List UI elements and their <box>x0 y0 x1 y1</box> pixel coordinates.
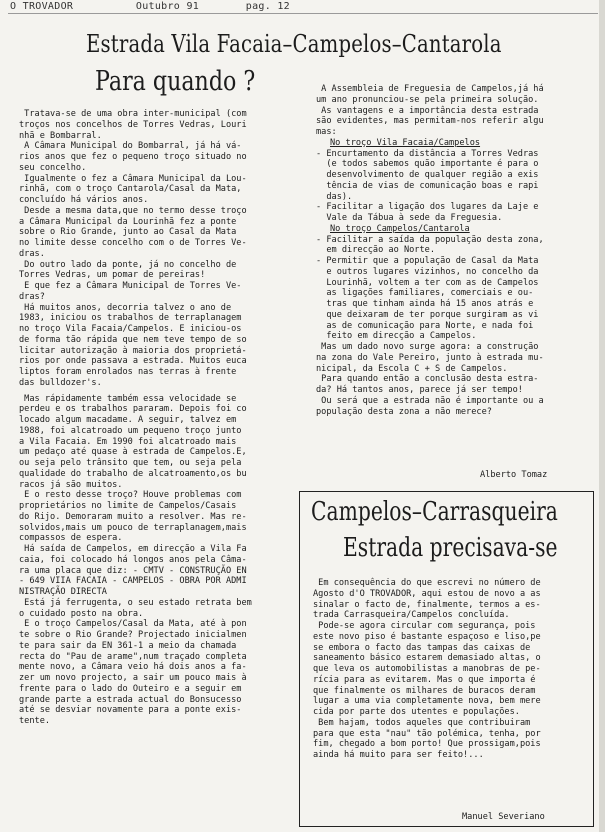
text-line: dras. <box>19 248 45 259</box>
text-line: rícia para as evitarem. Mas o que importa é <box>313 674 536 685</box>
text-line: tente. <box>19 716 51 726</box>
text-line: feito em direcção a Campelos. <box>316 331 477 342</box>
text-line: seu concelho. <box>19 162 87 173</box>
text-line: Bem hajam, todos aqueles que contribuiram <box>313 717 531 728</box>
article-title: Estrada Vila Facaia–Campelos–Cantarola <box>86 30 502 58</box>
text-line: - Permitir que a população de Casal da Mata <box>316 256 539 266</box>
text-line: Lourinhã, voltem a ter com as de Campelos <box>316 277 539 288</box>
text-line: - Facilitar a saída da população desta zona, <box>316 234 544 245</box>
text-line: saneamento básico estarem demasiado altas, o <box>313 653 541 664</box>
text-line: um ano pronunciou-se pela primeira solução. <box>316 94 539 105</box>
text-line: troços nos concelhos de Torres Vedras, Louri <box>19 119 247 130</box>
text-line: Mas um dado novo surge agora: a construção <box>316 342 539 352</box>
text-line: caia, foi colocado há longos anos pela Câma- <box>19 554 247 565</box>
text-line: rinhã, com o troço Cantarola/Casal da Mata, <box>19 184 242 195</box>
text-line: da? Há tantos anos, parece já ser tempo! <box>316 385 523 395</box>
text-line: do Rijo. Demoraram muito a resolver. Mas re- <box>19 511 247 522</box>
text-line: Desde a mesma data,que no termo desse troço <box>19 205 247 216</box>
text-line: ou seja pelo trânsito que tem, ou seja pela <box>19 458 242 468</box>
text-line: - 649 VIIA FACAIA - CAMPELOS - OBRA POR ADMI <box>19 576 247 587</box>
boxed-article-signature: Manuel Severiano <box>462 812 545 822</box>
text-line: nhã e Bombarral. <box>19 130 102 141</box>
text-line: as de comunicação para Norte, e nada foi <box>316 320 534 331</box>
text-line: concluído há vários anos. <box>19 195 149 205</box>
article-signature: Alberto Tomaz <box>480 470 548 480</box>
text-line: frente para o lado do Outeiro e a seguir em <box>19 683 242 694</box>
text-line: população desta zona a não merece? <box>316 406 492 417</box>
text-line: ra uma placa que diz: - CMTV - CONSTRUÇÃO EN <box>19 565 247 576</box>
text-line: mas: <box>316 127 337 137</box>
text-line: Ou será que a estrada não é importante ou a <box>316 395 544 406</box>
text-line: que leva os automobilistas a manobras de pe- <box>313 664 541 674</box>
text-line: Pode-se agora circular com segurança, pois <box>313 621 536 631</box>
text-line: no limite desse concelho com o de Torres Ve- <box>19 238 247 248</box>
text-line: Vale da Tábua à sede da Freguesia. <box>316 213 503 223</box>
text-line: das bulldozer's. <box>19 377 102 388</box>
text-line: ainda há muito para ser feito!... <box>313 750 484 760</box>
text-line: a Câmara Municipal da Lourinhã fez a ponte <box>19 216 237 227</box>
text-line: sinalar o facto de, finalmente, termos a es- <box>313 599 541 610</box>
article-column-right <box>316 84 594 417</box>
text-line: lugar a uma via completamente nova, bem mere <box>313 696 541 707</box>
text-line: recta do "Pau de arame",num traçado completa <box>19 651 247 662</box>
text-line: - Facilitar a ligação dos lugares da Laje e <box>316 202 539 213</box>
text-line: desenvolvimento de qualquer região a exis <box>316 170 539 180</box>
publication-name: O TROVADOR <box>10 1 74 12</box>
text-line: trada Carrasqueira/Campelos concluída. <box>313 610 510 621</box>
text-line: em direcção ao Norte. <box>316 245 435 256</box>
text-line: liptos foram enrolados nas terras à frente <box>19 367 237 377</box>
text-line: este novo piso é bastante espaçoso e liso,pe <box>313 631 541 642</box>
page-number: pag. 12 <box>245 1 290 12</box>
text-line: zer um novo projecto, a sair um pouco mais à <box>19 673 247 683</box>
text-line: se embora o facto das tampas das caixas de <box>313 642 531 653</box>
text-line: nicipal, da Escola C + S de Campelos. <box>316 363 508 374</box>
text-line: Do outro lado da ponte, já no concelho de <box>19 259 237 270</box>
boxed-article-subtitle: Estrada precisava-se <box>343 533 558 563</box>
text-line: Torres Vedras, um pomar de pereiras! <box>19 270 206 281</box>
text-line: fim, chegado a bom porto! Que prossigam,pois <box>313 739 541 750</box>
text-line: das). <box>316 191 353 202</box>
text-line: E o resto desse troço? Houve problemas com <box>19 490 242 501</box>
text-line: compassos de espera. <box>19 533 123 544</box>
text-line: o cuidado posto na obra. <box>19 608 144 619</box>
text-line: mente novo, a Câmara veio há dois anos a fa- <box>19 662 247 673</box>
text-line: para que esta "nau" tão polémica, tenha, por <box>313 728 541 739</box>
issue-date: Outubro 91 <box>135 1 200 12</box>
text-line: grande parte a estrada actual do Bonsucesso <box>19 694 242 705</box>
text-line: A Assembleia de Freguesia de Campelos,já há <box>316 84 544 94</box>
text-line: são evidentes, mas permitam-nos referir algu <box>316 116 544 127</box>
section-subheading: No troço Vila Facaia/Campelos <box>330 137 481 148</box>
text-line: 1988, foi alcatroado um pequeno troço junto <box>19 425 242 436</box>
text-line: que finalmente os milhares de buracos deram <box>313 685 536 696</box>
text-line: solvidos,mais um pouco de terraplanagem,mais <box>19 522 247 533</box>
text-line: na zona do Vale Pereiro, junto à estrada mu- <box>316 352 544 363</box>
boxed-article-body <box>313 578 591 761</box>
text-line: e outros lugares vizinhos, no concelho da <box>316 266 539 277</box>
text-line: que deixaram de ter porque surgiram as vi <box>316 309 539 320</box>
text-line: Está já ferrugenta, o seu estado retrata bem <box>19 597 252 608</box>
text-line: NISTRAÇÃO DIRECTA <box>19 587 107 597</box>
text-line: te para sair da EN 361-1 a meio da chamada <box>19 640 237 651</box>
text-line: tência de vias de comunicação boas e rapi <box>316 180 539 191</box>
text-line: Em consequência do que escrevi no número de <box>313 578 541 588</box>
text-line: licitar autorização à maioria dos proprietá- <box>19 345 247 356</box>
text-line: E o troço Campelos/Casal da Mata, até à pon <box>19 619 247 630</box>
text-line: racos já são muitos. <box>19 479 123 490</box>
text-line: Tratava-se de uma obra inter-municipal (com <box>19 109 247 119</box>
text-line: proprietários no limite de Campelos/Casais <box>19 501 237 511</box>
text-line: A Câmara Municipal do Bombarral, já há vá- <box>19 141 242 152</box>
article-subtitle: Para quando ? <box>95 66 256 97</box>
text-line: perdeu e os trabalhos pararam. Depois foi co <box>19 404 247 415</box>
text-line: rios anos que fez o pequeno troço situado no <box>19 152 247 162</box>
text-line: no troço Vila Facaia/Campelos. E iniciou-os <box>19 324 242 334</box>
text-line: Agosto d'O TROVADOR, aqui estou de novo a as <box>313 588 541 599</box>
text-line: Mas rápidamente também essa velocidade se <box>19 393 237 404</box>
text-line: Há saída de Campelos, em direcção a Vila Fa <box>19 544 247 554</box>
text-line: Para quando então a conclusão desta estra- <box>316 374 539 385</box>
text-line: rios por onde passava a estrada. Muitos euca <box>19 356 247 367</box>
text-line: As vantagens e a importância desta estrada <box>316 105 539 116</box>
text-line: Igualmente o fez a Câmara Municipal da Lou- <box>19 173 247 184</box>
text-line: locado algum macadame. A seguir, talvez em <box>19 415 237 425</box>
text-line: até se desviar novamente para a ponte exis- <box>19 705 242 716</box>
text-line: de forma tão rápida que nem teve tempo de so <box>19 334 247 345</box>
text-line: as ligações familiares, comerciais e ou- <box>316 288 534 299</box>
text-line: - Encurtamento da distância a Torres Vedras <box>316 148 539 159</box>
text-line: cida por parte dos utentes e populações. <box>313 707 520 717</box>
text-line: sobre o Rio Grande, junto ao Casal da Mata <box>19 227 237 238</box>
text-line: tras que tinham ainda há 15 anos atrás e <box>316 299 534 309</box>
text-line: dras? <box>19 291 45 302</box>
page-edge-shadow <box>599 0 605 832</box>
text-line: te sobre o Rio Grande? Projectado inicialmen <box>19 630 247 640</box>
section-subheading: No troço Campelos/Cantarola <box>330 223 470 234</box>
header-rule <box>8 13 598 14</box>
article-column-left <box>19 109 309 727</box>
text-line: um pedaço até quase à estrada de Campelos.E, <box>19 447 247 458</box>
text-line: 1983, iniciou os trabalhos de terraplanagem <box>19 313 242 324</box>
text-line: (e todos sabemos quão importante é para o <box>316 159 539 170</box>
boxed-article-title: Campelos–Carrasqueira <box>311 497 558 527</box>
text-line: qualidade do trabalho de alcatroamento,os bu <box>19 468 247 479</box>
text-line: Há muitos anos, decorria talvez o ano de <box>19 302 232 313</box>
text-line: E que fez a Câmara Municipal de Torres Ve- <box>19 281 242 291</box>
text-line: a Vila Facaia. Em 1990 foi alcatroado mais <box>19 436 237 447</box>
